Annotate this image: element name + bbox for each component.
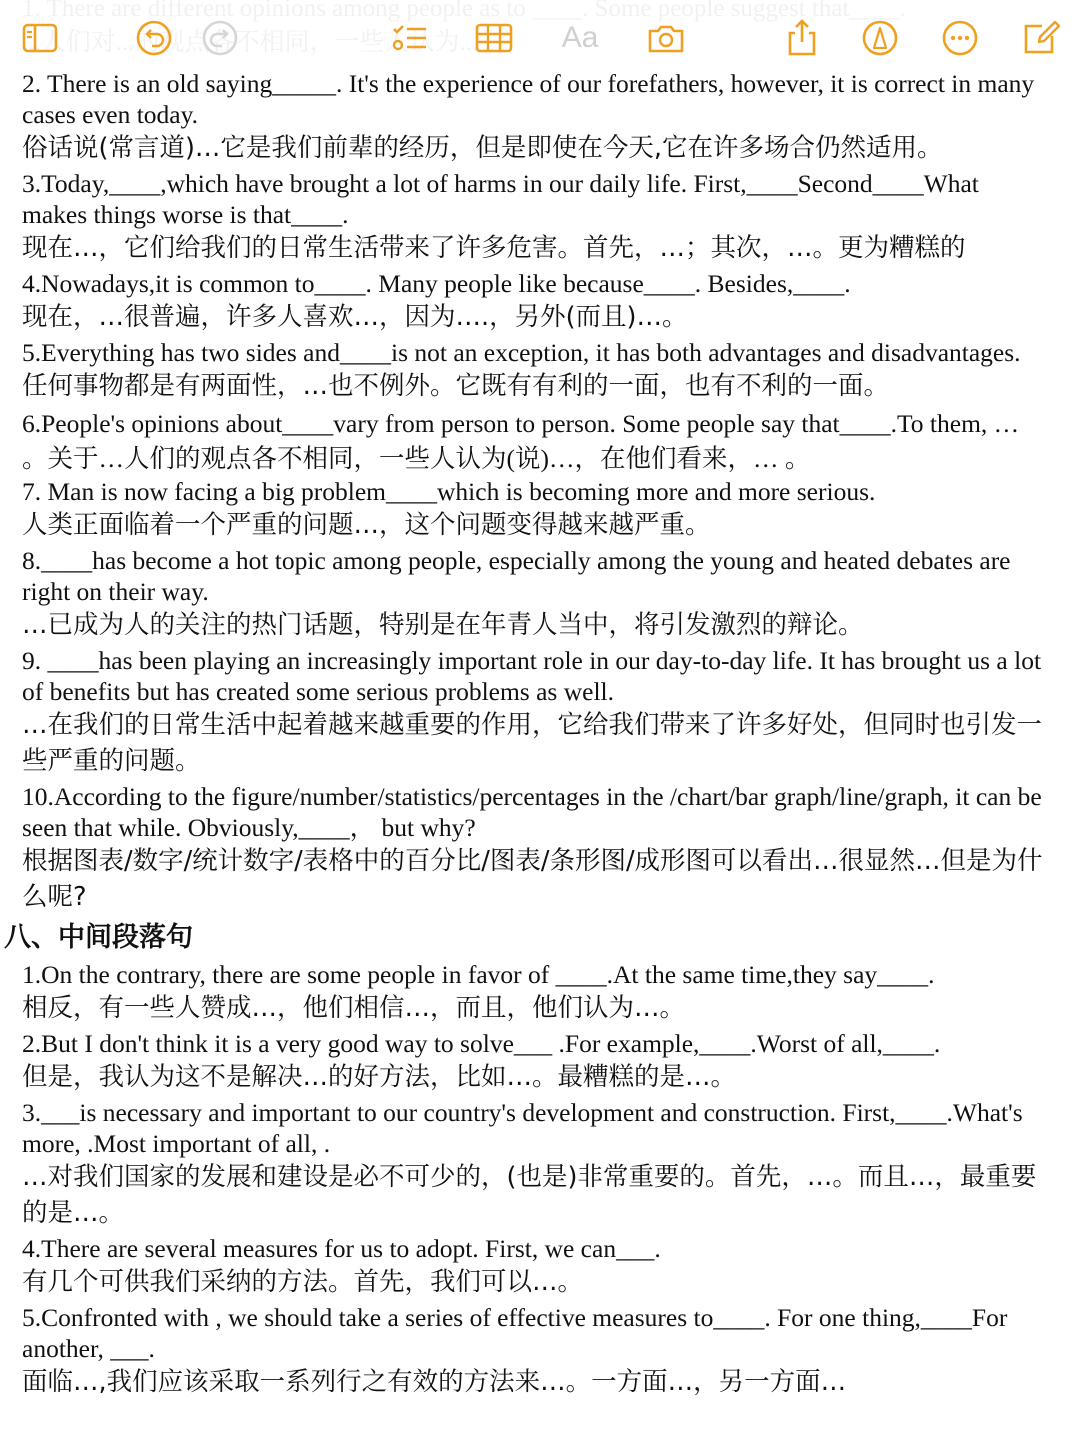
english-sentence: 7. Man is now facing a big problem____which is becoming more and more serious. [22,477,876,506]
notes-toolbar [0,0,1080,72]
chinese-translation: 现在…，它们给我们的日常生活带来了许多危害。首先，…；其次，…。更为糟糕的 [22,233,966,263]
list-item [0,1028,1080,1095]
english-sentence: 3.Today,____,which have brought a lot of harms in our daily life. First,____Second____What makes things worse is that____. [22,169,979,229]
camera-icon[interactable] [646,18,686,58]
list-item [0,645,1080,779]
list-item [0,1302,1080,1400]
text-format-button[interactable] [560,18,600,58]
chinese-translation: …对我们国家的发展和建设是必不可少的，(也是)非常重要的。首先，…。而且…，最重要的是…。 [22,1162,1037,1228]
english-sentence: 4.There are several measures for us to adopt. First, we can___. [22,1234,661,1263]
english-sentence: 5.Everything has two sides and____is not an exception, it has both advantages and disadvantages. [22,338,1021,367]
chinese-translation: …在我们的日常生活中起着越来越重要的作用，它给我们带来了许多好处，但同时也引发一些严重的问题。 [22,710,1043,776]
english-sentence: 6.People's opinions about____vary from person to person. Some people say that____.To them, … 。关于…人们的观点各不相同，一些人认为(说)…，在他们看来，… 。 [22,409,1020,473]
more-icon[interactable] [940,18,980,58]
english-sentence: 8.____has become a hot topic among people, especially among the young and heated debates are right on their way. [22,546,1011,606]
chinese-translation: 有几个可供我们采纳的方法。首先，我们可以…。 [22,1267,584,1297]
markup-pen-icon[interactable] [860,18,900,58]
list-item [0,406,1080,476]
english-sentence: 9. ____has been playing an increasingly important role in our day-to-day life. It has brought us a lot of benefits but has created some serious problems as well. [22,646,1042,706]
chinese-translation: 根据图表/数字/统计数字/表格中的百分比/图表/条形图/成形图可以看出…很显然…但是为什么呢? [22,846,1043,912]
chinese-translation: 人类正面临着一个严重的问题…，这个问题变得越来越严重。 [22,510,711,540]
english-sentence: 4.Nowadays,it is common to____. Many people like because____. Besides,____. [22,269,851,298]
section-heading: 八、中间段落句 [4,922,193,953]
english-sentence: 5.Confronted with , we should take a series of effective measures to____. For one thing,____For another, ___. [22,1303,1008,1363]
list-item [0,337,1080,404]
chinese-translation: …已成为人的关注的热门话题，特别是在年青人当中，将引发激烈的辩论。 [22,610,864,640]
chinese-translation: 但是，我认为这不是解决…的好方法，比如…。最糟糕的是…。 [22,1062,737,1092]
note-body[interactable] [0,68,1080,1402]
list-item [0,1097,1080,1231]
list-item [0,476,1080,543]
share-icon[interactable] [782,18,822,58]
compose-icon[interactable] [1022,18,1062,58]
chinese-translation: 俗话说(常言道)…它是我们前辈的经历，但是即使在今天,它在许多场合仍然适用。 [22,133,943,163]
list-item [0,545,1080,643]
english-sentence: 2. There is an old saying_____. It's the experience of our forefathers, however, it is correct in many cases even today. [22,69,1035,129]
list-item [0,1233,1080,1300]
chinese-translation: 现在，…很普遍，许多人喜欢…，因为….，另外(而且)…。 [22,302,688,332]
checklist-icon[interactable] [390,18,430,58]
list-item [0,168,1080,266]
text-format-label: Aa [561,21,599,54]
chinese-translation: 相反，有一些人赞成…，他们相信…，而且，他们认为…。 [22,993,686,1023]
list-item [0,68,1080,166]
table-icon[interactable] [474,18,514,58]
english-sentence: 1.On the contrary, there are some people in favor of ____.At the same time,they say____. [22,960,935,989]
sidebar-icon[interactable] [20,18,60,58]
redo-icon[interactable] [200,18,240,58]
chinese-translation: 任何事物都是有两面性，…也不例外。它既有有利的一面，也有不利的一面。 [22,371,890,401]
chinese-translation: 面临…,我们应该采取一系列行之有效的方法来…。一方面…，另一方面… [22,1367,847,1397]
english-sentence: 10.According to the figure/number/statistics/percentages in the /chart/bar graph/line/graph, it can be seen that while. Obviously,____， but why? [22,782,1042,842]
english-sentence: 2.But I don't think it is a very good way to solve___ .For example,____.Worst of all,____. [22,1029,941,1058]
list-item [0,959,1080,1026]
list-item [0,268,1080,335]
undo-icon[interactable] [134,18,174,58]
english-sentence: 3.___is necessary and important to our country's development and construction. First,____.What's more, .Most important of all, . [22,1098,1023,1158]
list-item [0,781,1080,915]
